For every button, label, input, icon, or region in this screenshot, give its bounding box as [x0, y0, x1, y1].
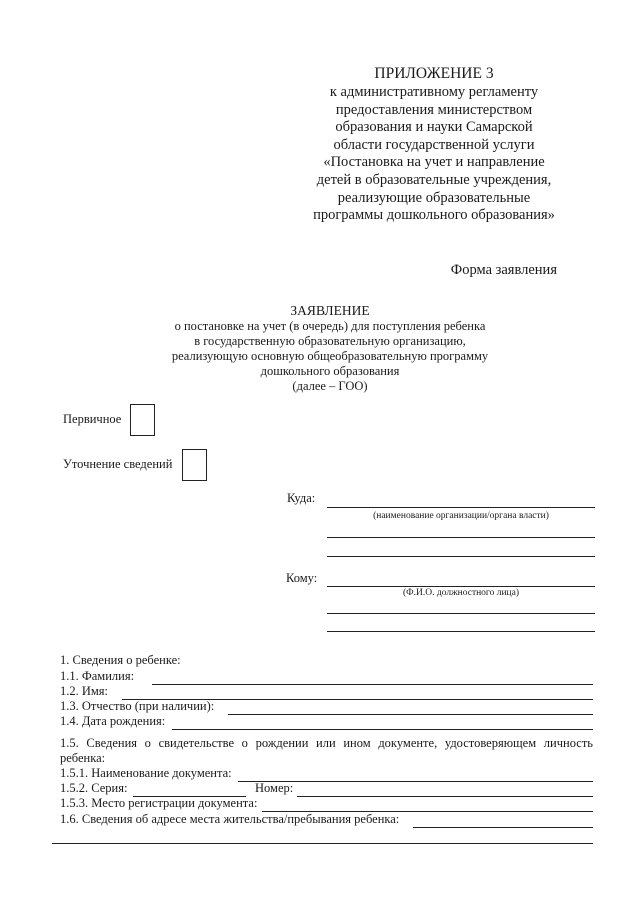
patronymic-input-line[interactable]: [228, 714, 593, 715]
statement-line: реализующую основную общеобразовательную программу: [171, 349, 489, 363]
to-input-line-3[interactable]: [327, 556, 595, 557]
appendix-line: образования и науки Самарской: [335, 119, 533, 136]
primary-checkbox[interactable]: [130, 404, 155, 436]
to-caption: (наименование организации/органа власти): [373, 511, 549, 521]
reg-place-label: 1.5.3. Место регистрации документа:: [60, 796, 258, 810]
appendix-line: «Постановка на учет и направление: [323, 154, 545, 171]
update-label: Уточнение сведений: [63, 457, 173, 471]
primary-label: Первичное: [63, 412, 122, 426]
to-input-line-2[interactable]: [327, 537, 595, 538]
appendix-line: реализующие образовательные: [337, 189, 531, 206]
whom-input-line-3[interactable]: [327, 631, 595, 632]
appendix-line: программы дошкольного образования»: [313, 207, 555, 224]
certificate-text-2: ребенка:: [60, 751, 106, 765]
number-input-line[interactable]: [297, 796, 593, 797]
certificate-text: 1.5. Сведения о свидетельстве о рождении или ином документе, удостоверяющем личность: [60, 736, 593, 750]
form-type-label: Форма заявления: [450, 262, 557, 278]
appendix-line: предоставления министерством: [335, 101, 533, 118]
appendix-line: к административному регламенту: [329, 84, 539, 100]
birthdate-label: 1.4. Дата рождения:: [60, 714, 166, 728]
address-input-line[interactable]: [413, 827, 593, 828]
appendix-line: области государственной услуги: [333, 136, 535, 153]
update-checkbox[interactable]: [182, 449, 207, 481]
surname-label: 1.1. Фамилия:: [60, 669, 135, 683]
doc-name-label: 1.5.1. Наименование документа:: [60, 766, 232, 780]
statement-title: ЗАЯВЛЕНИЕ: [290, 303, 370, 318]
whom-input-line[interactable]: [327, 586, 595, 587]
statement-line: (далее – ГОО): [292, 379, 368, 393]
statement-line: о постановке на учет (в очередь) для поступления ребенка: [174, 319, 486, 333]
surname-input-line[interactable]: [152, 684, 593, 685]
whom-caption: (Ф.И.О. должностного лица): [403, 588, 519, 598]
whom-label: Кому:: [286, 571, 318, 585]
series-label: 1.5.2. Серия:: [60, 781, 128, 795]
child-section-heading: 1. Сведения о ребенке:: [60, 653, 181, 667]
whom-input-line-2[interactable]: [327, 613, 595, 614]
to-label: Куда:: [287, 491, 316, 505]
number-label: Номер:: [255, 781, 294, 795]
appendix-title: ПРИЛОЖЕНИЕ 3: [374, 65, 494, 82]
appendix-block: [300, 64, 568, 225]
patronymic-label: 1.3. Отчество (при наличии):: [60, 699, 215, 713]
birthdate-input-line[interactable]: [172, 729, 593, 730]
statement-heading: [130, 303, 530, 394]
address-input-line-2[interactable]: [52, 843, 593, 844]
statement-line: в государственную образовательную организацию,: [194, 334, 466, 348]
statement-line: дошкольного образования: [260, 364, 400, 378]
to-input-line[interactable]: [327, 507, 595, 508]
name-label: 1.2. Имя:: [60, 684, 109, 698]
appendix-line: детей в образовательные учреждения,: [316, 171, 552, 188]
address-label: 1.6. Сведения об адресе места жительства/пребывания ребенка:: [60, 812, 400, 826]
